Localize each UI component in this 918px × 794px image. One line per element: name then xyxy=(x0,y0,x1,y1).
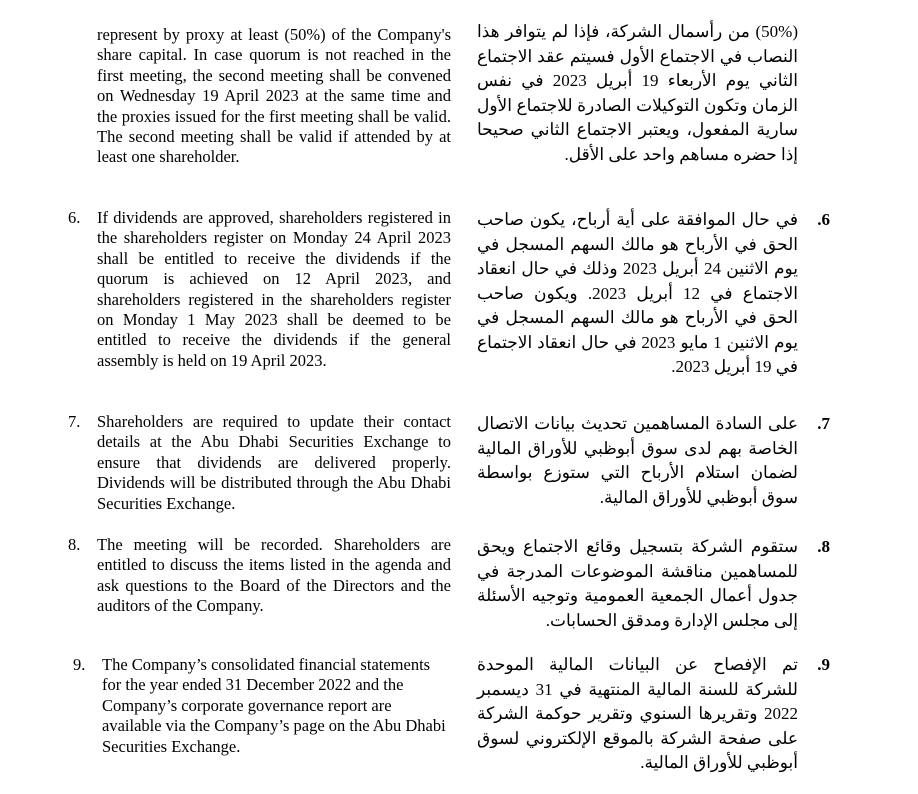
en-item-6 xyxy=(68,208,451,371)
ar-item-text: ستقوم الشركة بتسجيل وقائع الاجتماع ويحق للمساهمين مناقشة الموضوعات المدرجة في جدول أعمال الجمعية العمومية وتوجيه الأسئلة إلى مجلس الإدارة ومدقق الحسابات. xyxy=(477,537,798,630)
ar-item-text: تم الإفصاح عن البيانات المالية الموحدة للشركة للسنة المالية المنتهية في 31 ديسمبر 2022 وتقريرها السنوي وتقرير حوكمة الشركة على صفحة الشركة بالموقع الإلكتروني لسوق أبوظبي للأوراق المالية. xyxy=(477,655,798,772)
ar-item-9 xyxy=(477,653,830,776)
en-item-number: 8. xyxy=(68,535,81,554)
ar-item-number: 9. xyxy=(817,655,830,674)
ar-paragraph-continued xyxy=(477,20,830,167)
en-item-9 xyxy=(73,655,451,757)
ar-item-8 xyxy=(477,535,830,633)
ar-item-6 xyxy=(477,208,830,380)
en-item-text: Shareholders are required to update their contact details at the Abu Dhabi Securities Exchange to ensure that dividends are delivered properly. Dividends will be distributed through the Abu Dhabi Securities Exchange. xyxy=(97,412,451,513)
en-paragraph-continued xyxy=(68,25,451,168)
ar-item-text: في حال الموافقة على أية أرباح، يكون صاحب الحق في الأرباح هو مالك السهم المسجل في يوم الاثنين 24 أبريل 2023 وذلك في حال انعقاد الاجتماع في 12 أبريل 2023. ويكون صاحب الحق في الأرباح هو مالك السهم المسجل في يوم الاثنين 1 مايو 2023 في حال انعقاد الاجتماع في 19 أبريل 2023. xyxy=(477,210,798,376)
en-item-7 xyxy=(68,412,451,514)
en-item-text: The Company’s consolidated financial statements for the year ended 31 December 2022 and the Company’s corporate governance report are available via the Company’s page on the Abu Dhabi Securities Exchange. xyxy=(102,655,446,756)
en-item-8 xyxy=(68,535,451,617)
ar-item-number: 7. xyxy=(817,414,830,433)
en-item-number: 6. xyxy=(68,208,81,227)
ar-item-7 xyxy=(477,412,830,510)
en-paragraph-text: represent by proxy at least (50%) of the Company's share capital. In case quorum is not reached in the first meeting, the second meeting shall be convened on Wednesday 19 April 2023 at the same time and the proxies issued for the first meeting shall be valid. The second meeting shall be valid if attended by at least one shareholder. xyxy=(97,25,451,167)
ar-item-number: 6. xyxy=(817,210,830,229)
en-item-number: 7. xyxy=(68,412,81,431)
en-item-number: 9. xyxy=(73,655,86,674)
en-item-text: The meeting will be recorded. Shareholders are entitled to discuss the items listed in the agenda and ask questions to the Board of the Directors and the auditors of the Company. xyxy=(97,535,451,616)
ar-item-text: على السادة المساهمين تحديث بيانات الاتصال الخاصة بهم لدى سوق أبوظبي للأوراق المالية لضمان استلام الأرباح التي ستوزع بواسطة سوق أبوظبي للأوراق المالية. xyxy=(477,414,798,507)
ar-paragraph-text: (50%) من رأسمال الشركة، فإذا لم يتوافر هذا النصاب في الاجتماع الأول فسيتم عقد الاجتماع الثاني يوم الأربعاء 19 أبريل 2023 في نفس الزمان وتكون التوكيلات الصادرة للاجتماع الأول سارية المفعول، ويعتبر الاجتماع الثاني صحيحا إذا حضره مساهم واحد على الأقل. xyxy=(477,22,798,164)
ar-item-number: 8. xyxy=(817,537,830,556)
en-item-text: If dividends are approved, shareholders registered in the shareholders register on Monday 24 April 2023 shall be entitled to receive the dividends if the quorum is achieved on 12 April 2023, and shareholders registered in the shareholders register on Monday 1 May 2023 shall be deemed to be entitled to receive the dividends if the general assembly is held on 19 April 2023. xyxy=(97,208,451,370)
